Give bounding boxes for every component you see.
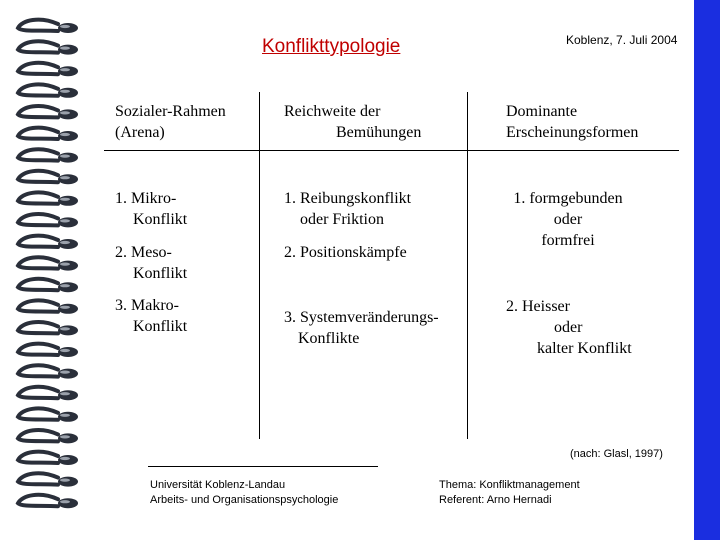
footer-right (439, 478, 580, 508)
binding-ring (18, 387, 78, 400)
list-item-line: 1. Mikro- (115, 190, 177, 207)
binding-ring (18, 106, 78, 119)
col3-header-line1: Dominante (506, 103, 578, 120)
binding-ring (18, 495, 78, 508)
column-divider-2 (467, 92, 468, 439)
list-item (284, 307, 439, 349)
binding-ring (18, 128, 78, 141)
list-item-line: 3. Systemveränderungs- (284, 309, 439, 326)
list-item-line: oder Friktion (300, 211, 384, 228)
column-divider-1 (259, 92, 260, 439)
footer-left (150, 478, 338, 508)
binding-ring (18, 41, 78, 54)
col3-header (506, 101, 638, 143)
binding-ring (18, 20, 78, 33)
binding-ring (18, 430, 78, 443)
footer-university: Universität Koblenz-Landau (150, 479, 286, 491)
list-item (115, 242, 187, 284)
page-title: Konflikttypologie (262, 36, 401, 57)
footer-department: Arbeits- und Organisationspsychologie (150, 494, 339, 506)
binding-ring (18, 279, 78, 292)
binding-ring (18, 214, 78, 227)
binding-ring (18, 452, 78, 465)
list-item (508, 188, 628, 251)
col1-header (115, 101, 226, 143)
date-label: Koblenz, 7. Juli 2004 (566, 33, 678, 47)
list-item-line: 3. Makro- (115, 297, 179, 314)
spiral-binding-icon (0, 0, 90, 540)
list-item (506, 296, 632, 359)
list-item-line: Konflikt (133, 318, 188, 335)
binding-ring (18, 149, 78, 162)
binding-ring (18, 236, 78, 249)
binding-ring (18, 344, 78, 357)
col3-header-line2: Erscheinungsformen (506, 124, 639, 141)
binding-ring (18, 322, 78, 335)
list-item-line: 2. Positionskämpfe (284, 244, 407, 261)
list-item-line: 1. Reibungskonflikt (284, 190, 412, 207)
list-item-line: oder (553, 211, 583, 228)
list-item-line: Konflikte (298, 330, 360, 347)
list-item (115, 188, 187, 230)
list-item (284, 188, 411, 230)
footer-divider (148, 466, 378, 467)
col2-header-line2: Bemühungen (336, 124, 422, 141)
list-item-line: Konflikt (133, 265, 188, 282)
binding-ring (18, 300, 78, 313)
col2-header-line1: Reichweite der (284, 103, 381, 120)
list-item-line: 1. formgebunden (513, 190, 623, 207)
footer-topic: Thema: Konfliktmanagement (439, 479, 580, 491)
list-item (115, 295, 187, 337)
list-item (284, 242, 407, 263)
right-blue-band (694, 0, 720, 540)
col1-header-line2: (Arena) (115, 124, 165, 141)
col2-header (284, 101, 421, 143)
binding-ring (18, 365, 78, 378)
binding-ring (18, 63, 78, 76)
list-item-line: kalter Konflikt (537, 340, 632, 357)
list-item-line: 2. Meso- (115, 244, 172, 261)
binding-ring (18, 192, 78, 205)
binding-ring (18, 473, 78, 486)
list-item-line: formfrei (541, 232, 595, 249)
binding-ring (18, 257, 78, 270)
binding-ring (18, 171, 78, 184)
header-divider (104, 150, 679, 151)
binding-ring (18, 408, 78, 421)
source-citation: (nach: Glasl, 1997) (570, 448, 663, 460)
list-item-line: oder (554, 319, 583, 336)
list-item-line: 2. Heisser (506, 298, 570, 315)
binding-ring (18, 84, 78, 97)
list-item-line: Konflikt (133, 211, 188, 228)
footer-speaker: Referent: Arno Hernadi (439, 494, 552, 506)
col1-header-line1: Sozialer-Rahmen (115, 103, 226, 120)
